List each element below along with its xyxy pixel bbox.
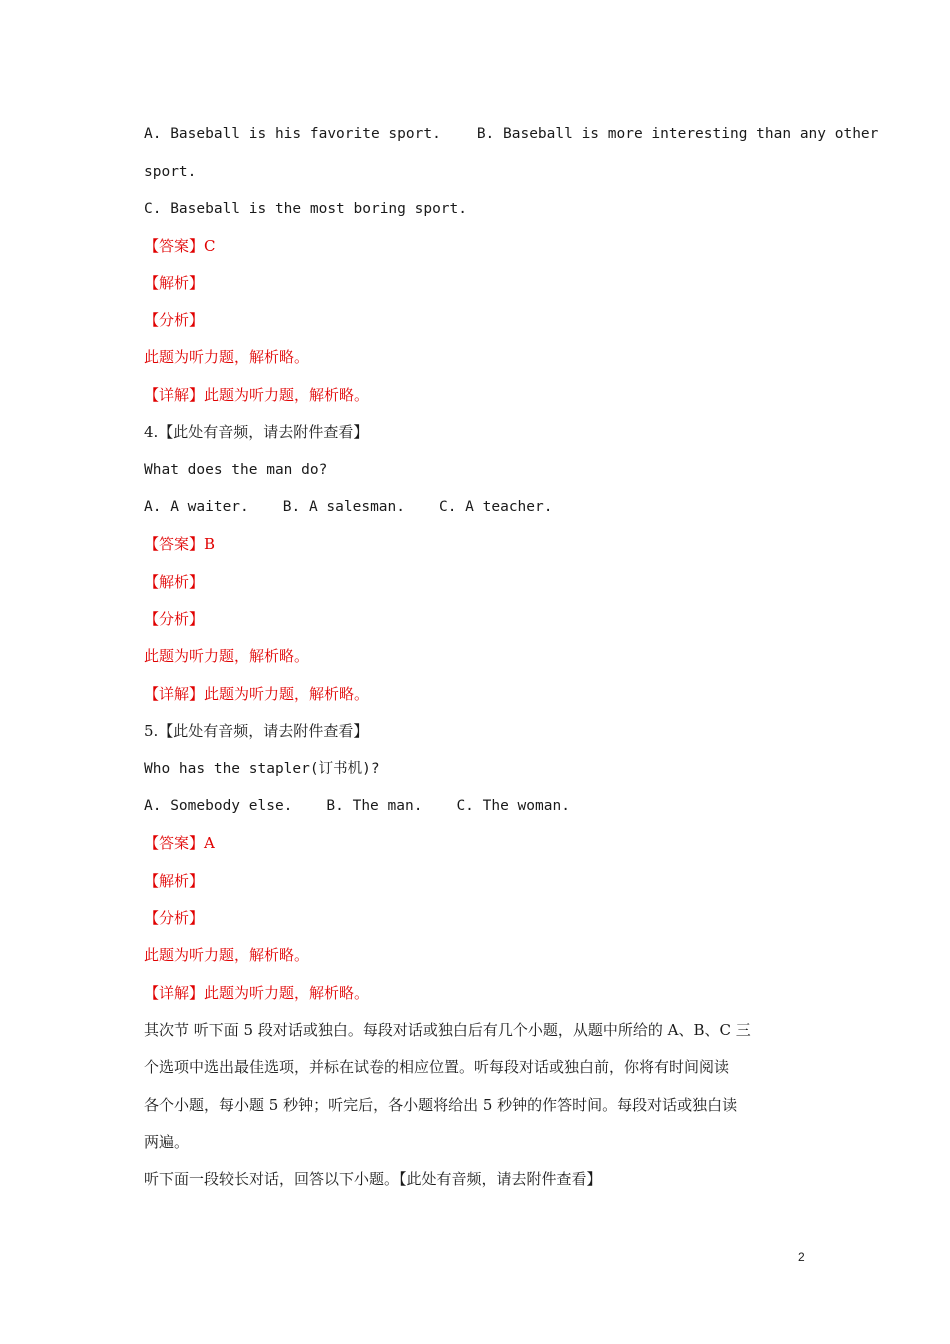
q4-option-c: C. A teacher.: [438, 499, 553, 515]
q5-option-c: C. The woman.: [456, 798, 570, 814]
q4-option-a: A. A waiter.: [144, 499, 249, 515]
q4-option-b: B. A salesman.: [282, 499, 405, 515]
q5-jiexi-heading: 【解析】: [144, 872, 205, 890]
q3-options-row-1: [144, 124, 878, 144]
q5-heading: 5.【此处有音频，请去附件查看】: [144, 722, 369, 740]
q5-option-a: A. Somebody else.: [144, 798, 293, 814]
q5-fenxi-heading: 【分析】: [144, 909, 205, 927]
q3-answer: 【答案】C: [144, 237, 216, 255]
section-instructions-line-3: 各个小题，每小题 5 秒钟；听完后，各小题将给出 5 秒钟的作答时间。每段对话或独白读: [144, 1096, 738, 1114]
q5-question: Who has the stapler(订书机)?: [144, 761, 380, 777]
q3-detail: 【详解】此题为听力题，解析略。: [144, 386, 370, 404]
q5-options-row: [144, 796, 570, 816]
q5-option-b: B. The man.: [326, 798, 423, 814]
section-instructions-line-4: 两遍。: [144, 1133, 190, 1151]
q4-answer: 【答案】B: [144, 535, 216, 553]
q3-option-b-continued: sport.: [144, 164, 197, 180]
q5-answer: 【答案】A: [144, 834, 215, 852]
q4-jiexi-heading: 【解析】: [144, 573, 205, 591]
q5-detail: 【详解】此题为听力题，解析略。: [144, 984, 370, 1002]
q3-analysis-note: 此题为听力题，解析略。: [144, 348, 310, 366]
q4-detail: 【详解】此题为听力题，解析略。: [144, 685, 370, 703]
q4-analysis-note: 此题为听力题，解析略。: [144, 647, 310, 665]
section-instructions-line-2: 个选项中选出最佳选项，并标在试卷的相应位置。听每段对话或独白前，你将有时间阅读: [144, 1058, 730, 1076]
q5-analysis-note: 此题为听力题，解析略。: [144, 946, 310, 964]
q4-fenxi-heading: 【分析】: [144, 610, 205, 628]
q3-jiexi-heading: 【解析】: [144, 274, 205, 292]
q3-option-b: B. Baseball is more interesting than any other: [476, 126, 879, 142]
q4-heading: 4.【此处有音频，请去附件查看】: [144, 423, 369, 441]
section-instructions-line-1: 其次节 听下面 5 段对话或独白。每段对话或独白后有几个小题，从题中所给的 A、B、C 三: [144, 1021, 751, 1039]
q4-options-row: [144, 497, 552, 517]
q3-fenxi-heading: 【分析】: [144, 311, 205, 329]
q3-option-a: A. Baseball is his favorite sport.: [144, 126, 441, 142]
q4-question: What does the man do?: [144, 462, 328, 478]
q3-option-c: C. Baseball is the most boring sport.: [144, 201, 468, 217]
listening-prompt: 听下面一段较长对话，回答以下小题。【此处有音频，请去附件查看】: [144, 1170, 602, 1188]
page-number: 2: [798, 1250, 805, 1264]
